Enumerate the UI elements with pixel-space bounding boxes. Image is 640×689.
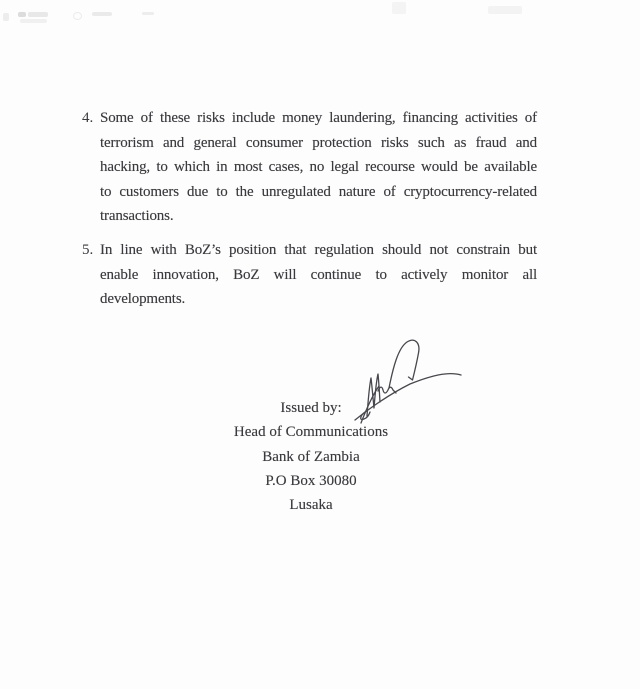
scan-artifact	[92, 12, 112, 16]
scan-artifact	[28, 12, 48, 17]
paragraph-line: In line with BoZ’s position that regulation should not constrain but	[100, 241, 537, 258]
list-number: 4.	[82, 110, 94, 126]
scan-artifact	[392, 2, 406, 14]
scan-artifact	[18, 12, 26, 17]
paragraph-line: Some of these risks include money laundering, financing activities of	[100, 110, 537, 126]
scan-artifact	[20, 19, 47, 23]
scan-artifact	[73, 12, 82, 20]
scan-artifact	[488, 6, 522, 14]
paragraph-4	[82, 106, 538, 229]
scan-artifact	[3, 13, 9, 21]
issuer-title: Head of Communications	[233, 424, 389, 441]
body-text	[82, 106, 538, 312]
paragraph-4-lines	[100, 106, 537, 229]
scan-artifact	[142, 12, 154, 15]
paragraph-line: transactions.	[100, 208, 174, 225]
paragraph-line: to customers due to the unregulated nature of cryptocurrency-related	[100, 183, 537, 200]
issued-by-label: Issued by:	[280, 400, 342, 416]
paragraph-line: developments.	[100, 291, 186, 308]
signature-scribble	[348, 336, 466, 424]
paragraph-line: terrorism and general consumer protection risks such as fraud and	[100, 134, 537, 151]
issuer-city: Lusaka	[289, 497, 333, 514]
issuer-po-box: P.O Box 30080	[265, 472, 357, 489]
paragraph-5	[82, 238, 538, 312]
list-number: 5.	[82, 241, 94, 258]
paragraph-line: enable innovation, BoZ will continue to actively monitor all	[100, 266, 537, 283]
issuer-organization: Bank of Zambia	[262, 448, 360, 465]
paragraph-5-lines	[100, 238, 537, 312]
paragraph-line: hacking, to which in most cases, no legal recourse would be available	[100, 159, 537, 176]
